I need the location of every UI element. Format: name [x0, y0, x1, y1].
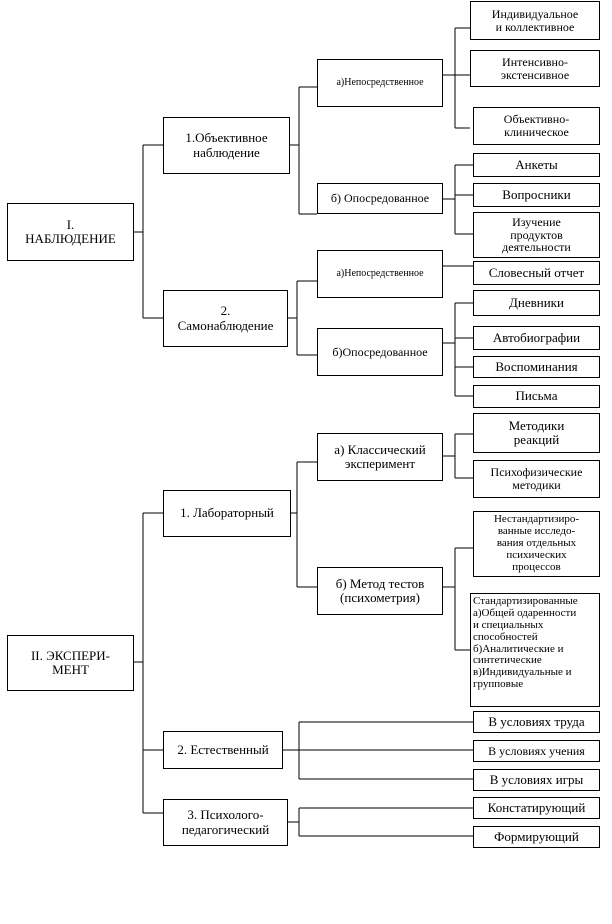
self-indirect-item: Дневники [473, 290, 600, 316]
classic-experiment-item: Психофизические методики [473, 460, 600, 498]
test-method-label: б) Метод тестов (психометрия) [335, 575, 425, 605]
objective-direct-label: а)Непосредственное [336, 76, 424, 88]
self-indirect-item: Автобиографии [473, 326, 600, 350]
objective-direct-item: Индивидуальное и коллективное [470, 1, 600, 40]
self-direct-node [317, 250, 443, 298]
self-indirect-item: Воспоминания [473, 356, 600, 378]
laboratory-experiment-node [163, 490, 291, 537]
pedagogical-experiment-item: Констатирующий [473, 797, 600, 819]
objective-indirect-label: б) Опосредованное [330, 191, 430, 206]
observation-root-label: I. НАБЛЮДЕНИЕ [25, 216, 116, 246]
classic-experiment-label: а) Классический эксперимент [334, 441, 426, 471]
laboratory-experiment-label: 1. Лабораторный [180, 505, 274, 521]
objective-indirect-item: Анкеты [473, 153, 600, 177]
pedagogical-experiment-node [163, 799, 288, 846]
self-direct-label: а)Непосредственное [336, 267, 424, 279]
test-method-node [317, 567, 443, 615]
objective-indirect-item: Вопросники [473, 183, 600, 207]
self-indirect-node [317, 328, 443, 376]
objective-direct-item: Интенсивно- экстенсивное [470, 50, 600, 87]
pedagogical-experiment-item: Формирующий [473, 826, 600, 848]
objective-direct-node [317, 59, 443, 107]
natural-experiment-item: В условиях игры [473, 769, 600, 791]
classic-experiment-item: Методики реакций [473, 413, 600, 453]
observation-root-node [7, 203, 134, 261]
objective-observation-label: 1.Объективное наблюдение [185, 130, 268, 160]
self-indirect-label: б)Опосредованное [332, 344, 428, 359]
test-method-item: Стандартизированные а)Общей одаренности и специальных способностей б)Аналитические и синтетические в)Индивидуальные и групповые [470, 593, 600, 707]
natural-experiment-item: В условиях учения [473, 740, 600, 762]
test-method-item: Нестандартизиро- ванные исследо- вания отдельных психических процессов [473, 511, 600, 577]
natural-experiment-label: 2. Естественный [177, 741, 269, 757]
self-observation-node [163, 290, 288, 347]
classic-experiment-node [317, 433, 443, 481]
pedagogical-experiment-label: 3. Психолого- педагогический [181, 807, 270, 837]
self-direct-item: Словесный отчет [473, 261, 600, 285]
objective-indirect-item: Изучение продуктов деятельности [473, 212, 600, 258]
objective-observation-node [163, 117, 290, 174]
self-observation-label: 2. Самонаблюдение [177, 303, 274, 333]
experiment-root-label: II. ЭКСПЕРИ- МЕНТ [30, 647, 111, 677]
natural-experiment-item: В условиях труда [473, 711, 600, 733]
natural-experiment-node [163, 731, 283, 769]
objective-indirect-node [317, 183, 443, 214]
experiment-root-node [7, 635, 134, 691]
objective-direct-item: Объективно- клиническое [473, 107, 600, 145]
self-indirect-item: Письма [473, 385, 600, 408]
